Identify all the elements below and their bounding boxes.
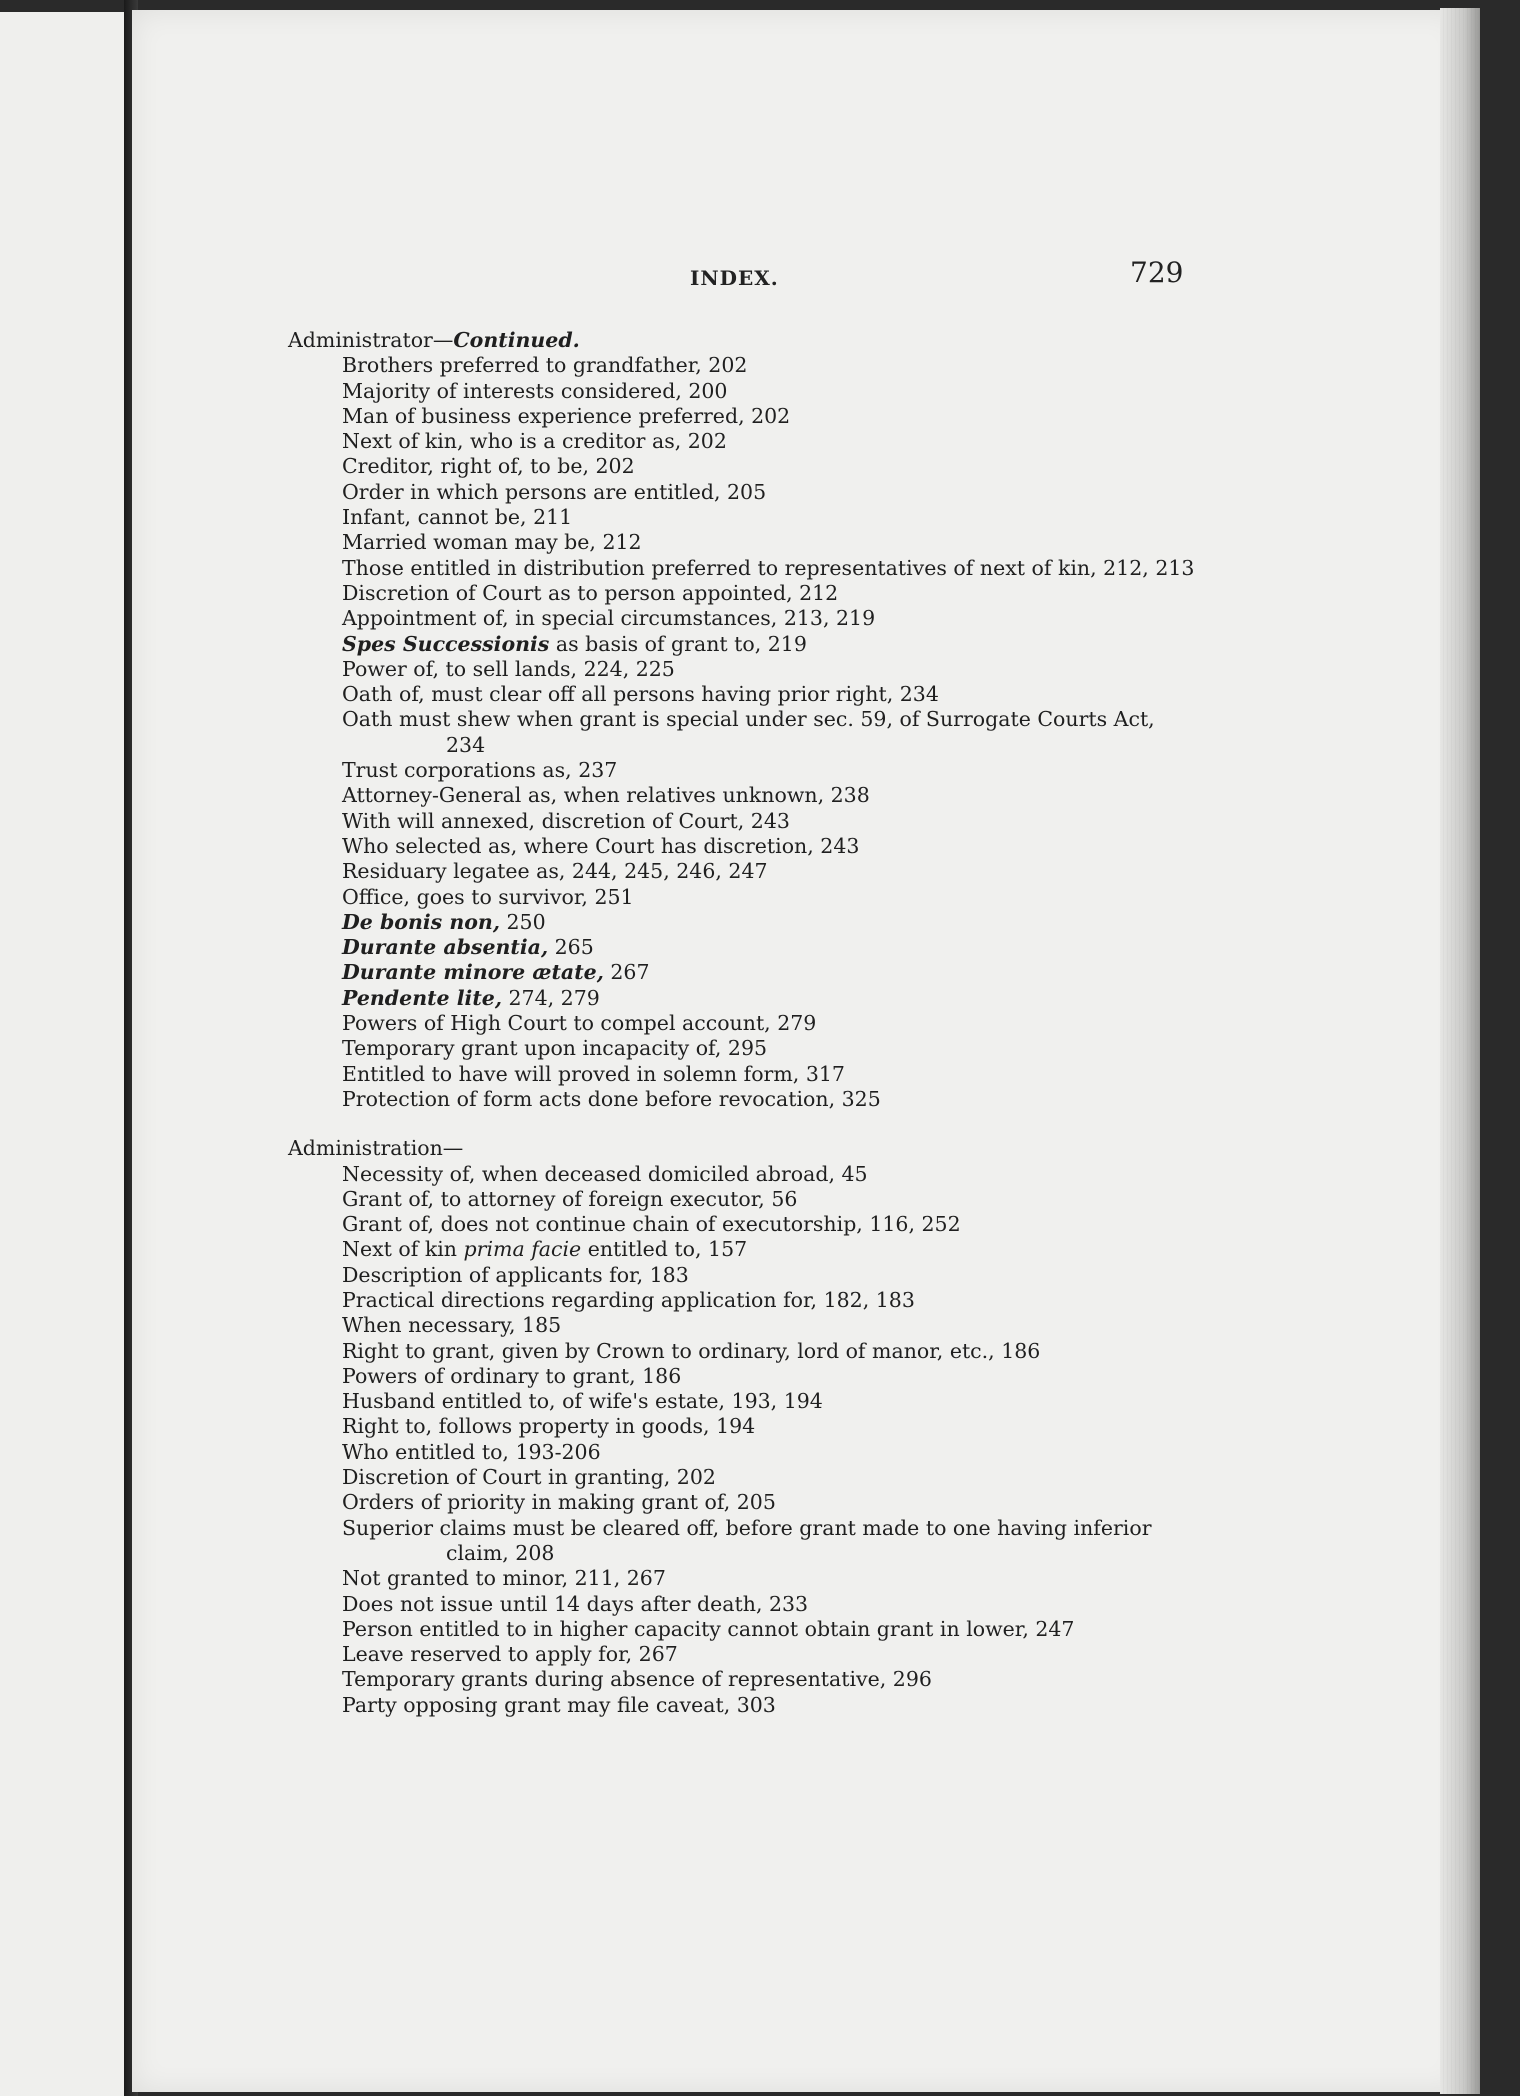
index-entry: Temporary grant upon incapacity of, 295 (342, 1036, 768, 1061)
index-entry (342, 910, 1198, 935)
running-head: INDEX. (690, 266, 779, 290)
index-entry (342, 935, 1198, 960)
index-entry: When necessary, 185 (342, 1313, 562, 1338)
heading-continued: Continued. (453, 328, 580, 352)
entry-rest: entitled to, 157 (587, 1237, 748, 1262)
index-entry: Discretion of Court as to person appointed, 212 (342, 580, 839, 605)
index-entry: Entitled to have will proved in solemn form, 317 (342, 1061, 845, 1086)
index-entry: Power of, to sell lands, 224, 225 (342, 656, 675, 681)
index-entry: Man of business experience preferred, 202 (342, 403, 791, 428)
index-entry: Married woman may be, 212 (342, 530, 642, 555)
index-entry: Temporary grants during absence of representative, 296 (342, 1667, 932, 1692)
index-entry (342, 986, 1198, 1011)
entry-italic: Spes Successionis (342, 631, 550, 656)
index-entry: Protection of form acts done before revocation, 325 (342, 1086, 881, 1111)
index-entry: Who entitled to, 193-206 (342, 1439, 601, 1464)
index-entry: Infant, cannot be, 211 (342, 505, 573, 530)
entry-rest: 265 (554, 935, 594, 960)
index-entry (342, 960, 1198, 985)
index-entry: Residuary legatee as, 244, 245, 246, 247 (342, 859, 768, 884)
index-entry: Next of kin, who is a creditor as, 202 (342, 429, 727, 454)
entry-rest: as basis of grant to, 219 (555, 631, 807, 656)
entry-italic: prima facie (463, 1237, 582, 1262)
index-entry: Who selected as, where Court has discretion, 243 (342, 833, 860, 858)
heading-text: Administration— (288, 1136, 464, 1161)
index-entry: Description of applicants for, 183 (342, 1262, 689, 1287)
index-entry: Superior claims must be cleared off, before grant made to one having inferior claim, 208 (342, 1515, 1152, 1565)
index-heading-administration (288, 1136, 1198, 1161)
index-body (288, 328, 1198, 1718)
entry-italic: Durante absentia, (342, 935, 549, 960)
index-entry: Powers of High Court to compel account, 279 (342, 1011, 817, 1036)
index-entry: Discretion of Court in granting, 202 (342, 1465, 716, 1490)
entry-italic: Pendente lite, (342, 985, 502, 1010)
index-entry: Party opposing grant may file caveat, 303 (342, 1692, 776, 1717)
index-entry: Appointment of, in special circumstances, 213, 219 (342, 606, 876, 631)
index-entry: Right to grant, given by Crown to ordinary, lord of manor, etc., 186 (342, 1338, 1041, 1363)
index-entry: With will annexed, discretion of Court, 243 (342, 808, 790, 833)
entry-italic: De bonis non, (342, 909, 500, 934)
index-entry: Husband entitled to, of wife's estate, 193, 194 (342, 1389, 823, 1414)
index-entry: Office, goes to survivor, 251 (342, 884, 634, 909)
index-entry: Orders of priority in making grant of, 205 (342, 1490, 776, 1515)
index-entry: Creditor, right of, to be, 202 (342, 454, 635, 479)
page-number: 729 (1130, 256, 1184, 289)
index-entry: Those entitled in distribution preferred to representatives of next of kin, 212, 213 (342, 555, 1195, 580)
entry-rest: 267 (610, 960, 650, 985)
entry-rest: 274, 279 (508, 985, 600, 1010)
index-entry: Brothers preferred to grandfather, 202 (342, 353, 748, 378)
heading-text: Administrator— (288, 328, 454, 352)
index-entry: Grant of, to attorney of foreign executor, 56 (342, 1186, 798, 1211)
index-heading-administrator (288, 328, 1198, 353)
entry-start: Next of kin (342, 1237, 458, 1262)
index-entry: Oath must shew when grant is special under sec. 59, of Surrogate Courts Act, 234 (342, 707, 1155, 757)
index-entry: Does not issue until 14 days after death, 233 (342, 1591, 809, 1616)
index-entry: Attorney-General as, when relatives unknown, 238 (342, 783, 870, 808)
page-stack-lines (1440, 8, 1480, 2094)
entry-rest: 250 (506, 909, 546, 934)
index-entry: Powers of ordinary to grant, 186 (342, 1363, 682, 1388)
section-gap (288, 1112, 1198, 1136)
index-entry: Grant of, does not continue chain of executorship, 116, 252 (342, 1212, 961, 1237)
index-entry: Practical directions regarding application for, 182, 183 (342, 1287, 915, 1312)
entry-list-administrator (288, 353, 1198, 1112)
facing-page-edge (0, 0, 124, 2096)
index-entry: Person entitled to in higher capacity cannot obtain grant in lower, 247 (342, 1616, 1075, 1641)
index-entry: Order in which persons are entitled, 205 (342, 479, 767, 504)
index-entry: Necessity of, when deceased domiciled abroad, 45 (342, 1161, 868, 1186)
index-entry: Majority of interests considered, 200 (342, 378, 728, 403)
entry-italic: Durante minore ætate, (342, 960, 604, 985)
entry-list-administration (288, 1162, 1198, 1719)
index-entry (342, 632, 1198, 657)
index-entry: Trust corporations as, 237 (342, 758, 618, 783)
index-entry: Not granted to minor, 211, 267 (342, 1566, 666, 1591)
index-entry (342, 1237, 1198, 1262)
scan-border-top (0, 0, 124, 12)
index-entry: Right to, follows property in goods, 194 (342, 1414, 756, 1439)
index-entry: Oath of, must clear off all persons having prior right, 234 (342, 682, 939, 707)
index-entry: Leave reserved to apply for, 267 (342, 1642, 678, 1667)
